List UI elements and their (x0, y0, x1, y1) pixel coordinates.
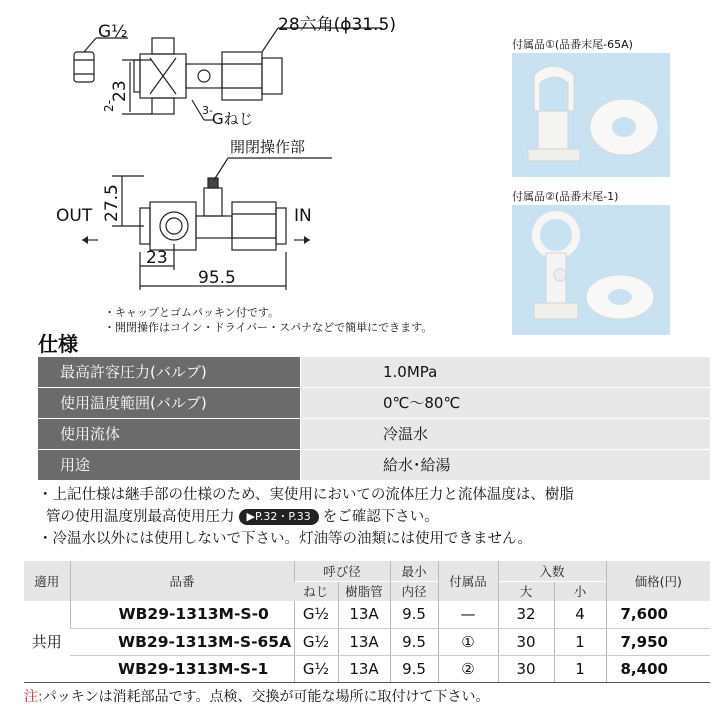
model-cell: WB29-1313M-S-1 (70, 655, 294, 682)
spec-note-2-post: をご確認下さい。 (322, 509, 439, 525)
accessory-cell: — (438, 601, 498, 628)
header-inner: 内径 (390, 581, 438, 601)
accessory-1-title: 付属品①(品番末尾-65A) (512, 38, 633, 51)
technical-drawing (52, 8, 492, 318)
header-model: 品番 (70, 561, 294, 601)
clip-1-image (512, 205, 670, 335)
header-large: 大 (498, 581, 554, 601)
table-row (24, 601, 710, 628)
accessory-2-title: 付属品②(品番末尾-1) (512, 190, 619, 203)
inner-cell: 9.5 (390, 655, 438, 682)
spec-key: 使用温度範囲(バルブ) (38, 388, 300, 418)
dim-prefix-2: 2- (102, 100, 116, 112)
spec-note-3: ・冷温水以外には使用しないで下さい。灯油等の油類には使用できません。 (38, 531, 532, 547)
spec-notes (38, 484, 710, 550)
qty-small-cell: 1 (554, 655, 606, 682)
thread-cell: G½ (294, 601, 338, 628)
header-price: 価格(円) (606, 561, 710, 601)
accessory-2-photo (512, 205, 670, 335)
spec-value: 給水･給湯 (301, 450, 710, 480)
header-thread: ねじ (294, 581, 338, 601)
qty-large-cell: 30 (498, 628, 554, 655)
qty-large-cell: 30 (498, 655, 554, 682)
header-qty: 入数 (498, 561, 606, 581)
accessory-1-photo (512, 53, 670, 177)
accessory-2 (512, 189, 708, 335)
footnote (24, 686, 489, 706)
header-min: 最小 (390, 561, 438, 581)
spec-table (38, 357, 710, 481)
price-cell: 8,400 (606, 655, 710, 682)
page-reference-link[interactable]: ▶P.32・P.33 (239, 509, 319, 525)
qty-small-cell: 4 (554, 601, 606, 628)
product-table (24, 561, 710, 683)
drawing-note-2: ・開閉操作はコイン・ドライバー・スパナなどで簡単にできます。 (104, 321, 433, 334)
dim-95-5: 95.5 (198, 268, 236, 288)
table-row (24, 655, 710, 682)
model-cell: WB29-1313M-S-0 (70, 601, 294, 628)
accessory-1 (512, 37, 708, 177)
model-cell: WB29-1313M-S-65A (70, 628, 294, 655)
use-cell: 共用 (24, 601, 70, 682)
footnote-text: パッキンは消耗部品です。点検、交換が可能な場所に取付けて下さい。 (42, 689, 490, 705)
accessory-cell: ① (438, 628, 498, 655)
spec-value: 0℃～80℃ (301, 388, 710, 418)
resin-cell: 13A (338, 601, 390, 628)
out-label: OUT (56, 206, 93, 226)
spec-row (38, 450, 710, 480)
spec-note-2 (38, 506, 710, 528)
header-nominal: 呼び径 (294, 561, 390, 581)
spec-key: 使用流体 (38, 419, 300, 449)
spec-key: 最高許容圧力(バルブ) (38, 357, 300, 387)
accessory-cell: ② (438, 655, 498, 682)
price-cell: 7,950 (606, 628, 710, 655)
operation-label: 開閉操作部 (230, 138, 306, 156)
spec-key: 用途 (38, 450, 300, 480)
inner-cell: 9.5 (390, 628, 438, 655)
qty-large-cell: 32 (498, 601, 554, 628)
header-use: 適用 (24, 561, 70, 601)
cap-shape (74, 52, 94, 82)
footnote-prefix: 注: (24, 689, 43, 705)
dim-27-5: 27.5 (102, 184, 122, 222)
resin-cell: 13A (338, 628, 390, 655)
spec-value: 冷温水 (301, 419, 710, 449)
header-accessory: 付属品 (438, 561, 498, 601)
in-label: IN (294, 206, 312, 226)
thread-cell: G½ (294, 628, 338, 655)
table-row (24, 628, 710, 655)
thread-size-label: G½ (98, 22, 128, 42)
spec-title: 仕様 (38, 332, 78, 356)
spec-row (38, 388, 710, 418)
header-small: 小 (554, 581, 606, 601)
thread-note: Gねじ (212, 110, 254, 128)
header-resin: 樹脂管 (338, 581, 390, 601)
dim-23-top: 23 (110, 80, 130, 102)
spec-row (38, 419, 710, 449)
spec-note-1: ・上記仕様は継手部の仕様のため、実使用においての流体圧力と流体温度は、樹脂 (38, 487, 574, 503)
spec-note-2-pre: 管の使用温度別最高使用圧力 (46, 509, 235, 525)
thread-cell: G½ (294, 655, 338, 682)
qty-small-cell: 1 (554, 628, 606, 655)
spec-value: 1.0MPa (301, 357, 710, 387)
inner-cell: 9.5 (390, 601, 438, 628)
dim-23-bottom: 23 (146, 248, 168, 268)
thread-note-prefix: 3- (202, 104, 213, 117)
valve-body-side (150, 202, 196, 250)
valve-drawing-svg (52, 8, 492, 318)
hex-size-label: 28六角(ϕ31.5) (278, 15, 396, 35)
price-cell: 7,600 (606, 601, 710, 628)
spec-row (38, 357, 710, 387)
drawing-note-1: ・キャップとゴムパッキン付です。 (104, 306, 280, 319)
resin-cell: 13A (338, 655, 390, 682)
clip-65a-image (512, 53, 670, 177)
